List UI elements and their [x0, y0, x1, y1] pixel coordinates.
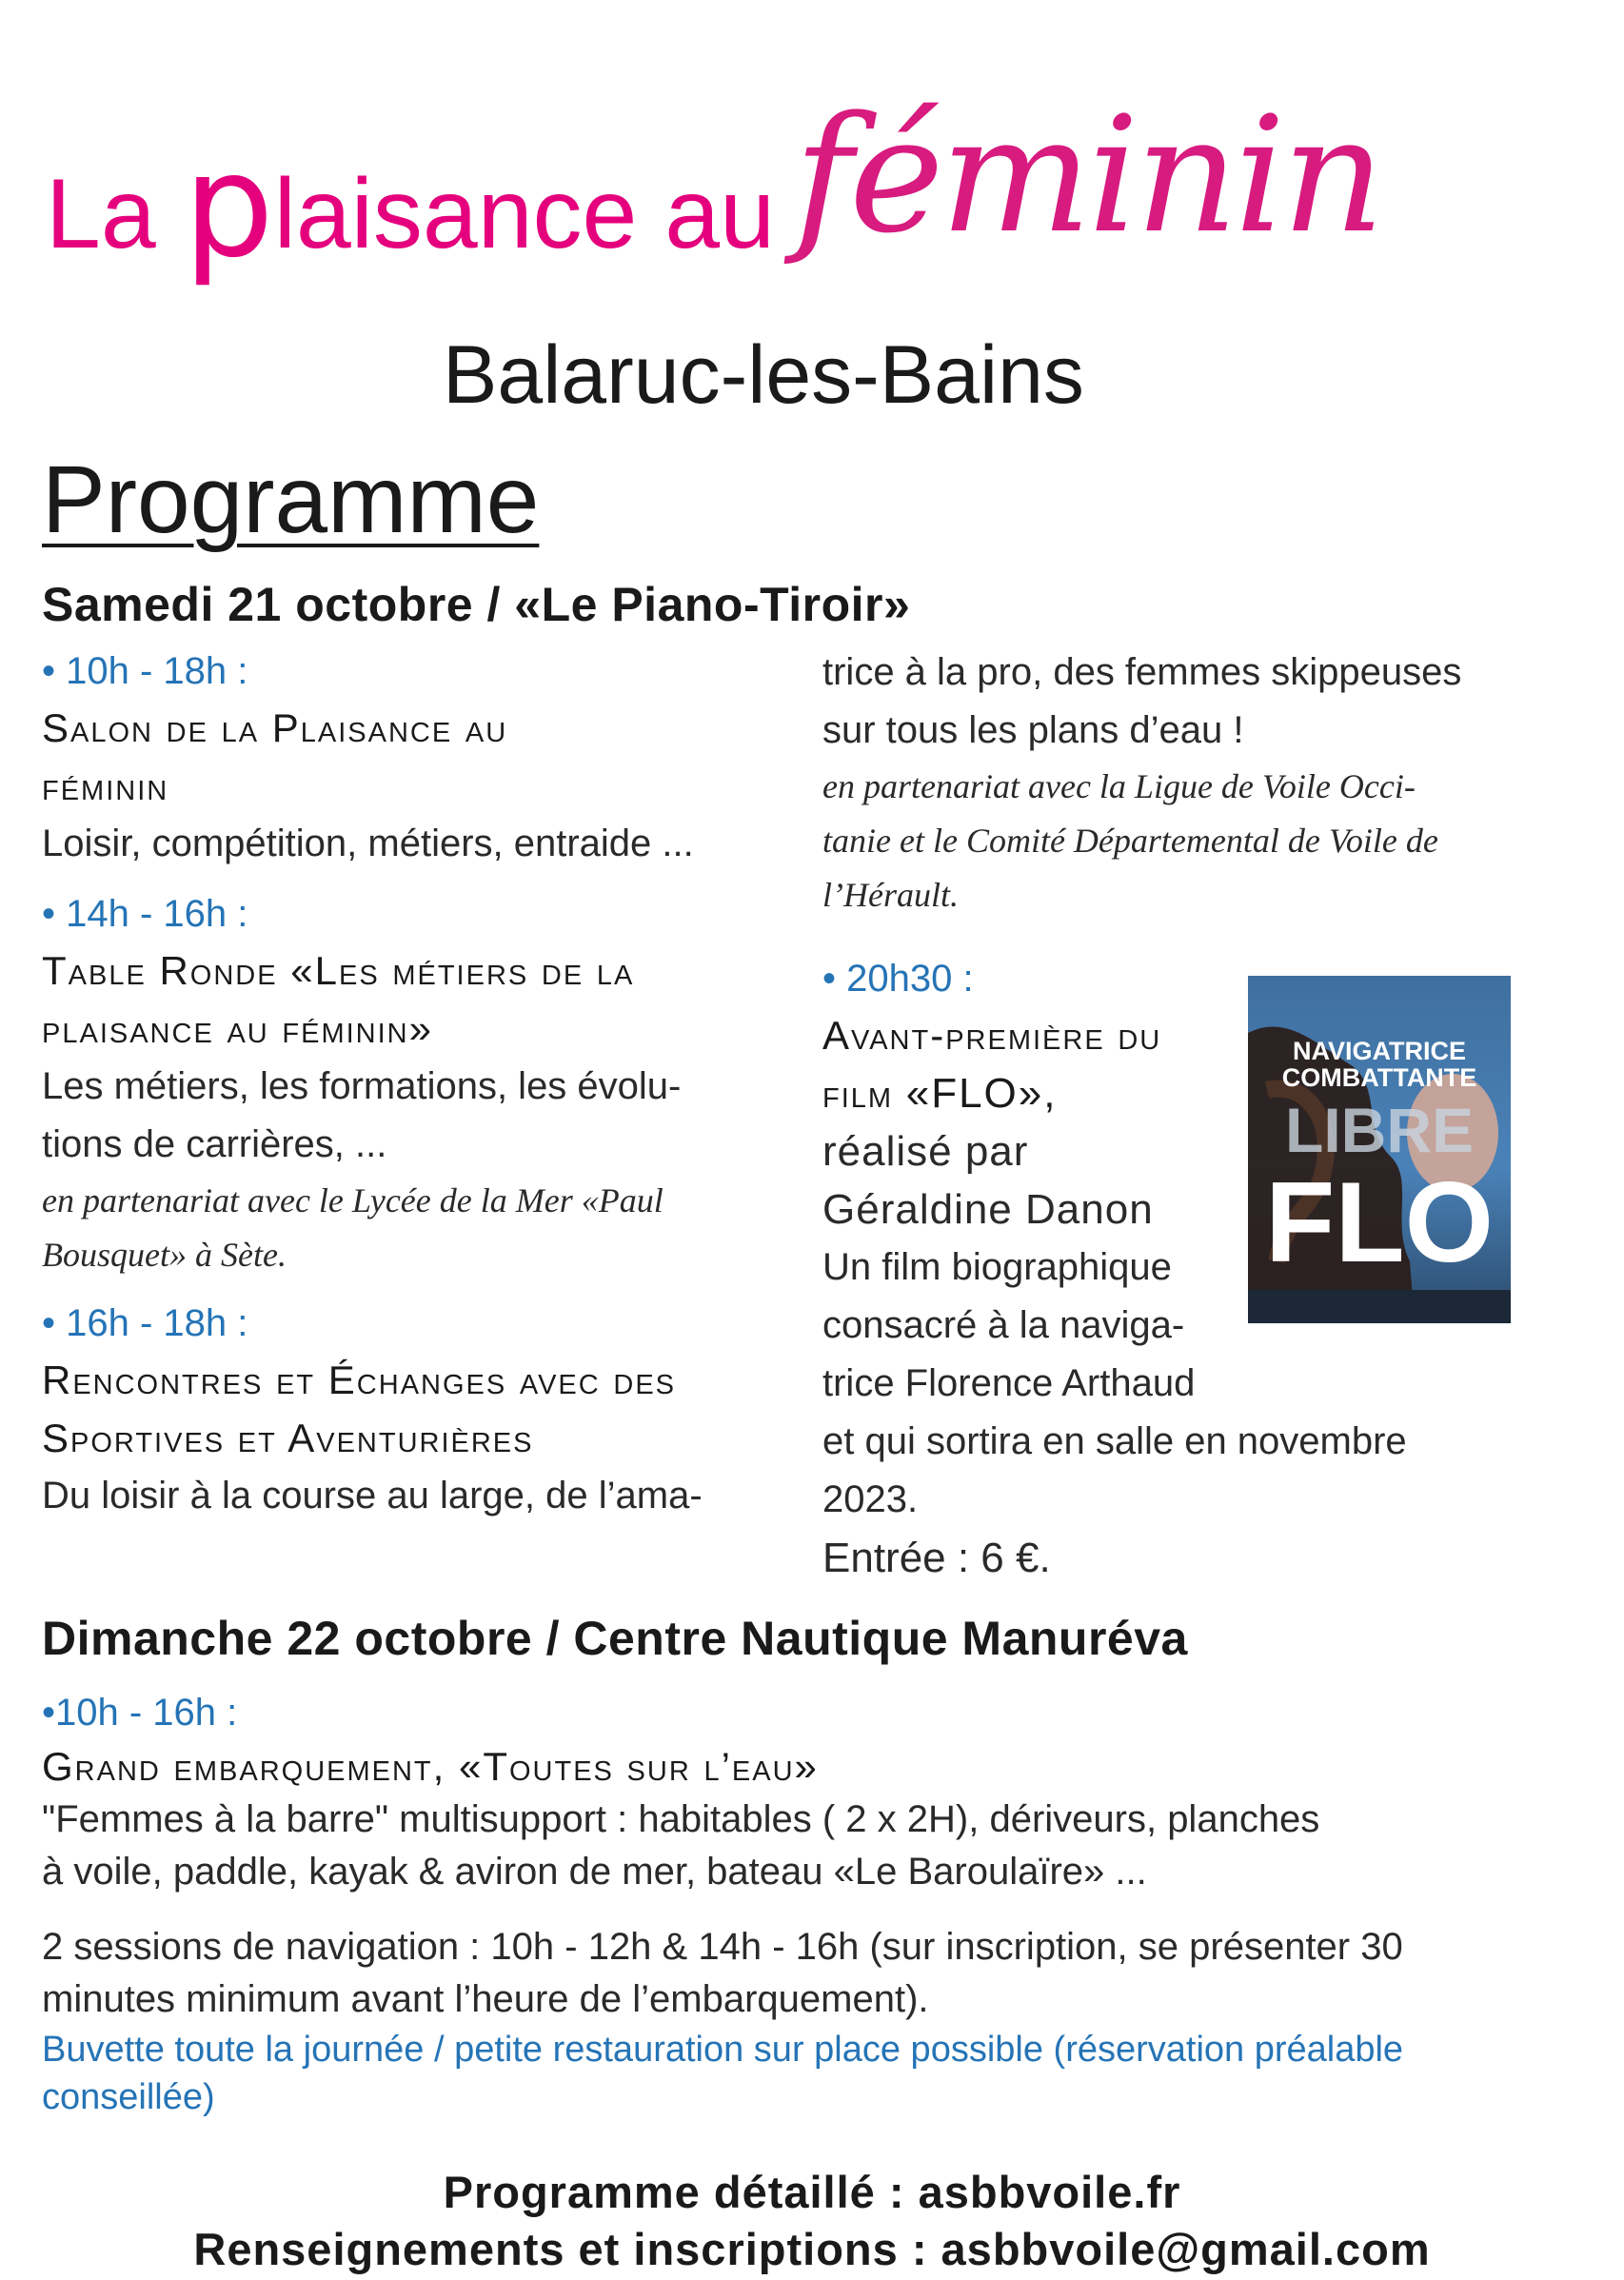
slot3-partner-line2: tanie et le Comité Départemental de Voile de: [822, 822, 1438, 860]
sunday-text-line2: à voile, paddle, kayak & aviron de mer, bateau «Le Baroulaïre» ...: [42, 1851, 1147, 1893]
slot3-text-line3: sur tous les plans d’eau !: [822, 709, 1244, 751]
city-name: Balaruc-les-Bains: [443, 329, 1084, 421]
poster-line2: COMBATTANTE: [1281, 1063, 1477, 1092]
slot1-title-line2: féminin: [42, 763, 169, 808]
footer-contact: Renseignements et inscriptions : asbbvoile@gmail.com: [193, 2224, 1431, 2274]
poster-title: FLO: [1265, 1159, 1494, 1286]
programme-heading: Programme: [42, 446, 540, 553]
slot4-entry-price: Entrée : 6 €.: [822, 1535, 1051, 1581]
buvette-line1: Buvette toute la journée / petite restauration sur place possible (réservation préalable: [42, 2030, 1404, 2070]
slot1-text: Loisir, compétition, métiers, entraide ...: [42, 823, 694, 864]
slot3-partner-line3: l’Hérault.: [822, 876, 959, 914]
buvette-line2: conseillée): [42, 2077, 215, 2117]
slot4-text-line1: Un film biographique: [822, 1246, 1172, 1288]
slot4-director: Géraldine Danon: [822, 1186, 1154, 1233]
slot1-title-line1: Salon de la Plaisance au: [42, 705, 508, 750]
slot2-text-line2: tions de carrières, ...: [42, 1123, 387, 1165]
slot3-title-line1: Rencontres et Échanges avec des: [42, 1358, 677, 1402]
slot4-title-flo: «FLO»,: [905, 1070, 1058, 1117]
slot2-partner-line2: Bousquet» à Sète.: [42, 1236, 287, 1274]
film-poster-image: [1248, 976, 1511, 1323]
slot2-title-line2: plaisance au féminin»: [42, 1006, 433, 1051]
footer-website: Programme détaillé : asbbvoile.fr: [443, 2167, 1181, 2217]
title-la: La: [46, 159, 184, 269]
slot4-text-line4: et qui sortira en salle en novembre: [822, 1420, 1407, 1462]
poster-line3: LIBRE: [1285, 1095, 1474, 1165]
slot3-title-line2: Sportives et Aventurières: [42, 1416, 534, 1460]
slot2-title-line1: Table Ronde «Les métiers de la: [42, 948, 635, 993]
slot2-time: • 14h - 16h :: [42, 893, 248, 935]
saturday-heading: Samedi 21 octobre / «Le Piano-Tiroir»: [42, 578, 911, 631]
slot2-partner-line1: en partenariat avec le Lycée de la Mer «Paul: [42, 1181, 663, 1219]
sunday-section: [42, 1685, 1584, 2121]
title-laisance-au: laisance au: [273, 159, 775, 269]
poster-line1: NAVIGATRICE: [1293, 1037, 1466, 1065]
event-title: [46, 82, 1381, 289]
slot3-text-line1: Du loisir à la course au large, de l’ama-: [42, 1475, 703, 1517]
slot4-title-line3: réalisé par: [822, 1128, 1029, 1175]
slot3-partner-line1: en partenariat avec la Ligue de Voile Occi-: [822, 767, 1416, 805]
saturday-left-column: [42, 644, 765, 1525]
slot4-title-line1: Avant-première du: [822, 1013, 1162, 1058]
sunday-time: •10h - 16h :: [42, 1692, 238, 1734]
sunday-text-line1: "Femmes à la barre" multisupport : habitables ( 2 x 2H), dériveurs, planches: [42, 1798, 1320, 1840]
slot2-text-line1: Les métiers, les formations, les évolu-: [42, 1065, 682, 1107]
slot1-time: • 10h - 18h :: [42, 650, 248, 692]
slot3-text-line2: trice à la pro, des femmes skippeuses: [822, 651, 1462, 693]
slot4-title-film: film: [822, 1071, 906, 1116]
slot4-time: • 20h30 :: [822, 958, 974, 1000]
sunday-sessions-line2: minutes minimum avant l’heure de l’embarquement).: [42, 1978, 929, 2020]
sunday-heading: Dimanche 22 octobre / Centre Nautique Manuréva: [42, 1612, 1188, 1665]
slot4-text-line3: trice Florence Arthaud: [822, 1362, 1196, 1404]
slot3-time: • 16h - 18h :: [42, 1302, 248, 1344]
sunday-title: Grand embarquement, «Toutes sur l’eau»: [42, 1744, 819, 1789]
sunday-sessions-line1: 2 sessions de navigation : 10h - 12h & 14h - 16h (sur inscription, se présenter 30: [42, 1926, 1403, 1968]
slot4-text-line5: 2023.: [822, 1478, 919, 1520]
title-feminin: féminin: [793, 82, 1381, 268]
slot4-text-line2: consacré à la naviga-: [822, 1304, 1185, 1346]
title-p: p: [183, 124, 274, 289]
